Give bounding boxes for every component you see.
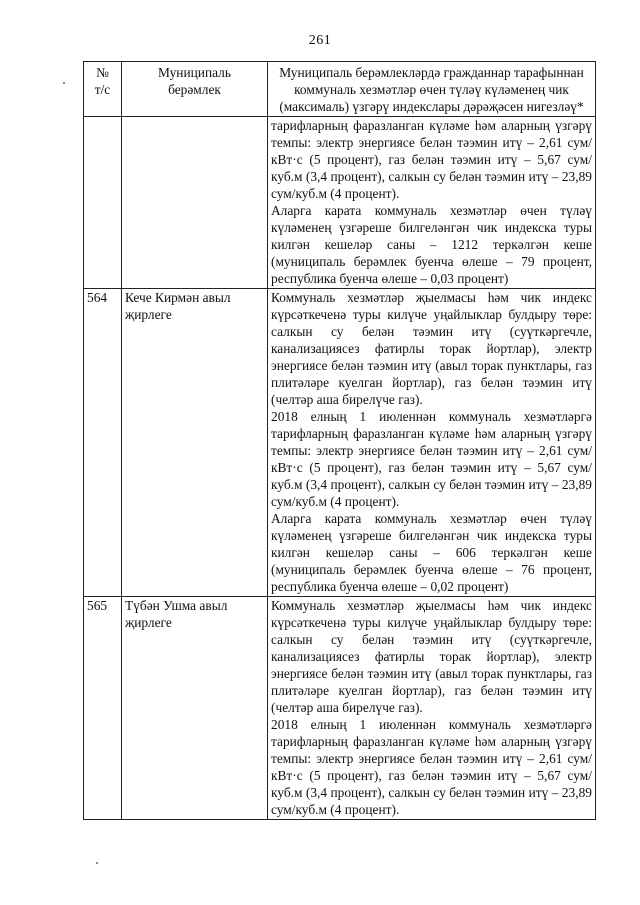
header-municipality: Муниципаль берәмлек bbox=[122, 62, 268, 117]
row-text bbox=[268, 289, 596, 597]
row-number: 564 bbox=[84, 289, 122, 597]
paragraph: тарифларның фаразланган күләме һәм аларның үзгәрү темпы: электр энергиясе белән тәэмин итү – 2,61 сум/кВт·с (5 процент), газ белән тәэмин итү – 5,67 сум/куб.м (3,4 процент), салкын су белән тәэмин итү – 23,89 сум/куб.м (4 процент). bbox=[271, 118, 592, 201]
row-municipality: Кече Кирмән авыл җирлеге bbox=[122, 289, 268, 597]
row-text bbox=[268, 117, 596, 289]
paragraph: Аларга карата коммуналь хезмәтләр өчен түләү күләменең үзгәреше билгеләнгән чик индекска туры килгән кешеләр саны – 1212 теркәлгән кеше (муниципаль берәмлек буенча өлеше – 79 процент, республика буенча өлеше – 0,03 процент) bbox=[271, 203, 592, 286]
table-row bbox=[84, 117, 596, 289]
header-justification: Муниципаль берәмлекләрдә гражданнар тарафыннан коммуналь хезмәтләр өчен түләү күләменең чик (максималь) үзгәрү индекслары дәрәҗәсен нигезләү* bbox=[268, 62, 596, 117]
header-number: № т/с bbox=[84, 62, 122, 117]
scan-speck bbox=[96, 862, 98, 864]
row-text bbox=[268, 597, 596, 820]
paragraph: 2018 елның 1 июленнән коммуналь хезмәтләргә тарифларның фаразланган күләме һәм аларның үзгәрү темпы: электр энергиясе белән тәэмин итү – 2,61 сум/кВт·с (5 процент), газ белән тәэмин итү – 5,67 сум/куб.м (3,4 процент), салкын су белән тәэмин итү – 23,89 сум/куб.м (4 процент). bbox=[271, 409, 592, 509]
table-header-row bbox=[84, 62, 596, 117]
table-row bbox=[84, 289, 596, 597]
paragraph: Коммуналь хезмәтләр җыелмасы һәм чик индекс күрсәткеченә туры килүче уңайлыклар булдыру төре: салкын су белән тәэмин итү (суүткәргечле, канализациясез фатирлы торак йортлар), электр энергиясе белән тәэмин итү (авыл торак пунктлары, газ плитәләре куелган йортлар), газ белән тәэмин итү (челтәр аша бирелүче газ). bbox=[271, 290, 592, 407]
page-number: 261 bbox=[308, 33, 332, 48]
tariff-table bbox=[83, 61, 596, 820]
paragraph: Коммуналь хезмәтләр җыелмасы һәм чик индекс күрсәткеченә туры килүче уңайлыклар булдыру төре: салкын су белән тәэмин итү (суүткәргечле, канализациясез фатирлы торак йортлар), электр энергиясе белән тәэмин итү (авыл торак пунктлары, газ плитәләре куелган йортлар), газ белән тәэмин итү (челтәр аша бирелүче газ). bbox=[271, 598, 592, 715]
paragraph: 2018 елның 1 июленнән коммуналь хезмәтләргә тарифларның фаразланган күләме һәм аларның үзгәрү темпы: электр энергиясе белән тәэмин итү – 2,61 сум/кВт·с (5 процент), газ белән тәэмин итү – 5,67 сум/куб.м (3,4 процент), салкын су белән тәэмин итү – 23,89 сум/куб.м (4 процент). bbox=[271, 717, 592, 817]
scan-speck bbox=[63, 82, 65, 84]
row-number bbox=[84, 117, 122, 289]
row-number: 565 bbox=[84, 597, 122, 820]
table-row bbox=[84, 597, 596, 820]
row-municipality: Түбән Ушма авыл җирлеге bbox=[122, 597, 268, 820]
paragraph: Аларга карата коммуналь хезмәтләр өчен түләү күләменең үзгәреше билгеләнгән чик индекска туры килгән кешеләр саны – 606 теркәлгән кеше (муниципаль берәмлек буенча өлеше – 76 процент, республика буенча өлеше – 0,02 процент) bbox=[271, 511, 592, 594]
row-municipality bbox=[122, 117, 268, 289]
